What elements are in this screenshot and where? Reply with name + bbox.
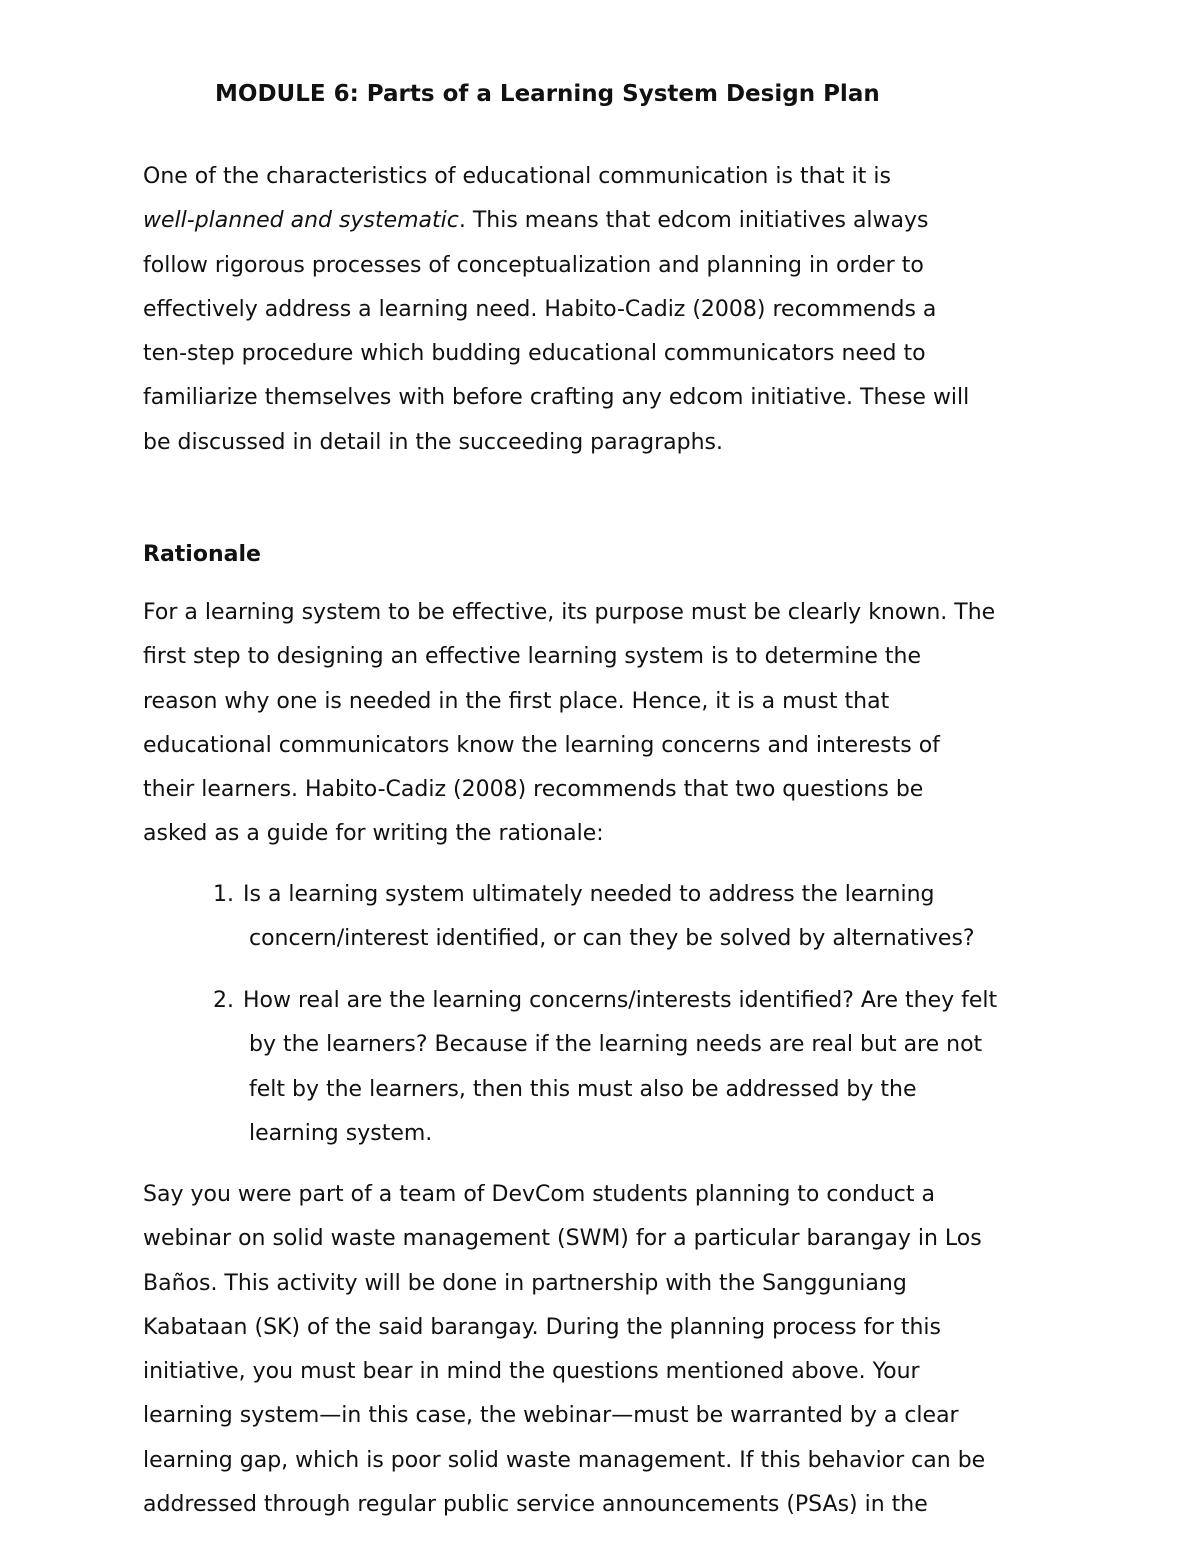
intro-line xyxy=(143,199,1063,243)
example-paragraph xyxy=(143,1173,1063,1527)
intro-line: follow rigorous processes of conceptualization and planning in order to xyxy=(143,252,924,278)
rationale-line: first step to designing an effective learning system is to determine the xyxy=(143,644,922,670)
intro-emphasis: well-planned and systematic xyxy=(143,208,459,234)
question-line: by the learners? Because if the learning needs are real but are not xyxy=(249,1032,983,1058)
question-line: learning system. xyxy=(249,1120,433,1146)
intro-line: effectively address a learning need. Habito-Cadiz (2008) recommends a xyxy=(143,296,937,322)
intro-line: One of the characteristics of educational communication is that it is xyxy=(143,164,891,189)
question-line: concern/interest identified, or can they be solved by alternatives? xyxy=(249,926,975,952)
rationale-paragraph xyxy=(143,591,1063,857)
question-first-line xyxy=(213,873,1073,917)
intro-line: be discussed in detail in the succeeding paragraphs. xyxy=(143,429,723,455)
example-line: Kabataan (SK) of the said barangay. During the planning process for this xyxy=(143,1314,942,1340)
question-item xyxy=(213,979,1073,1156)
intro-paragraph xyxy=(143,155,1063,465)
example-line: webinar on solid waste management (SWM) for a particular barangay in Los xyxy=(143,1226,982,1252)
rationale-line: educational communicators know the learning concerns and interests of xyxy=(143,732,940,758)
rationale-line: asked as a guide for writing the rationale: xyxy=(143,821,604,847)
intro-line-rest: . This means that edcom initiatives always xyxy=(458,208,929,234)
example-line: initiative, you must bear in mind the questions mentioned above. Your xyxy=(143,1359,920,1385)
section-heading-rationale: Rationale xyxy=(143,542,261,567)
example-line: Say you were part of a team of DevCom students planning to conduct a xyxy=(143,1182,935,1207)
module-title: MODULE 6: Parts of a Learning System Design Plan xyxy=(215,81,880,107)
intro-line: familiarize themselves with before crafting any edcom initiative. These will xyxy=(143,385,970,411)
example-line: Baños. This activity will be done in partnership with the Sangguniang xyxy=(143,1270,907,1296)
example-line: addressed through regular public service announcements (PSAs) in the xyxy=(143,1492,928,1518)
question-item xyxy=(213,873,1073,962)
question-text: How real are the learning concerns/interests identified? Are they felt xyxy=(243,988,998,1013)
question-text: Is a learning system ultimately needed to address the learning xyxy=(243,882,935,907)
example-line: learning gap, which is poor solid waste management. If this behavior can be xyxy=(143,1447,986,1473)
example-line: learning system—in this case, the webinar—must be warranted by a clear xyxy=(143,1403,959,1429)
question-first-line xyxy=(213,979,1073,1023)
rationale-line: their learners. Habito-Cadiz (2008) recommends that two questions be xyxy=(143,777,924,803)
rationale-line: reason why one is needed in the first place. Hence, it is a must that xyxy=(143,688,890,714)
rationale-line: For a learning system to be effective, its purpose must be clearly known. The xyxy=(143,600,996,625)
question-number: 1. xyxy=(213,882,234,907)
question-number: 2. xyxy=(213,988,234,1013)
question-line: felt by the learners, then this must also be addressed by the xyxy=(249,1076,917,1102)
intro-line: ten-step procedure which budding educational communicators need to xyxy=(143,341,926,367)
